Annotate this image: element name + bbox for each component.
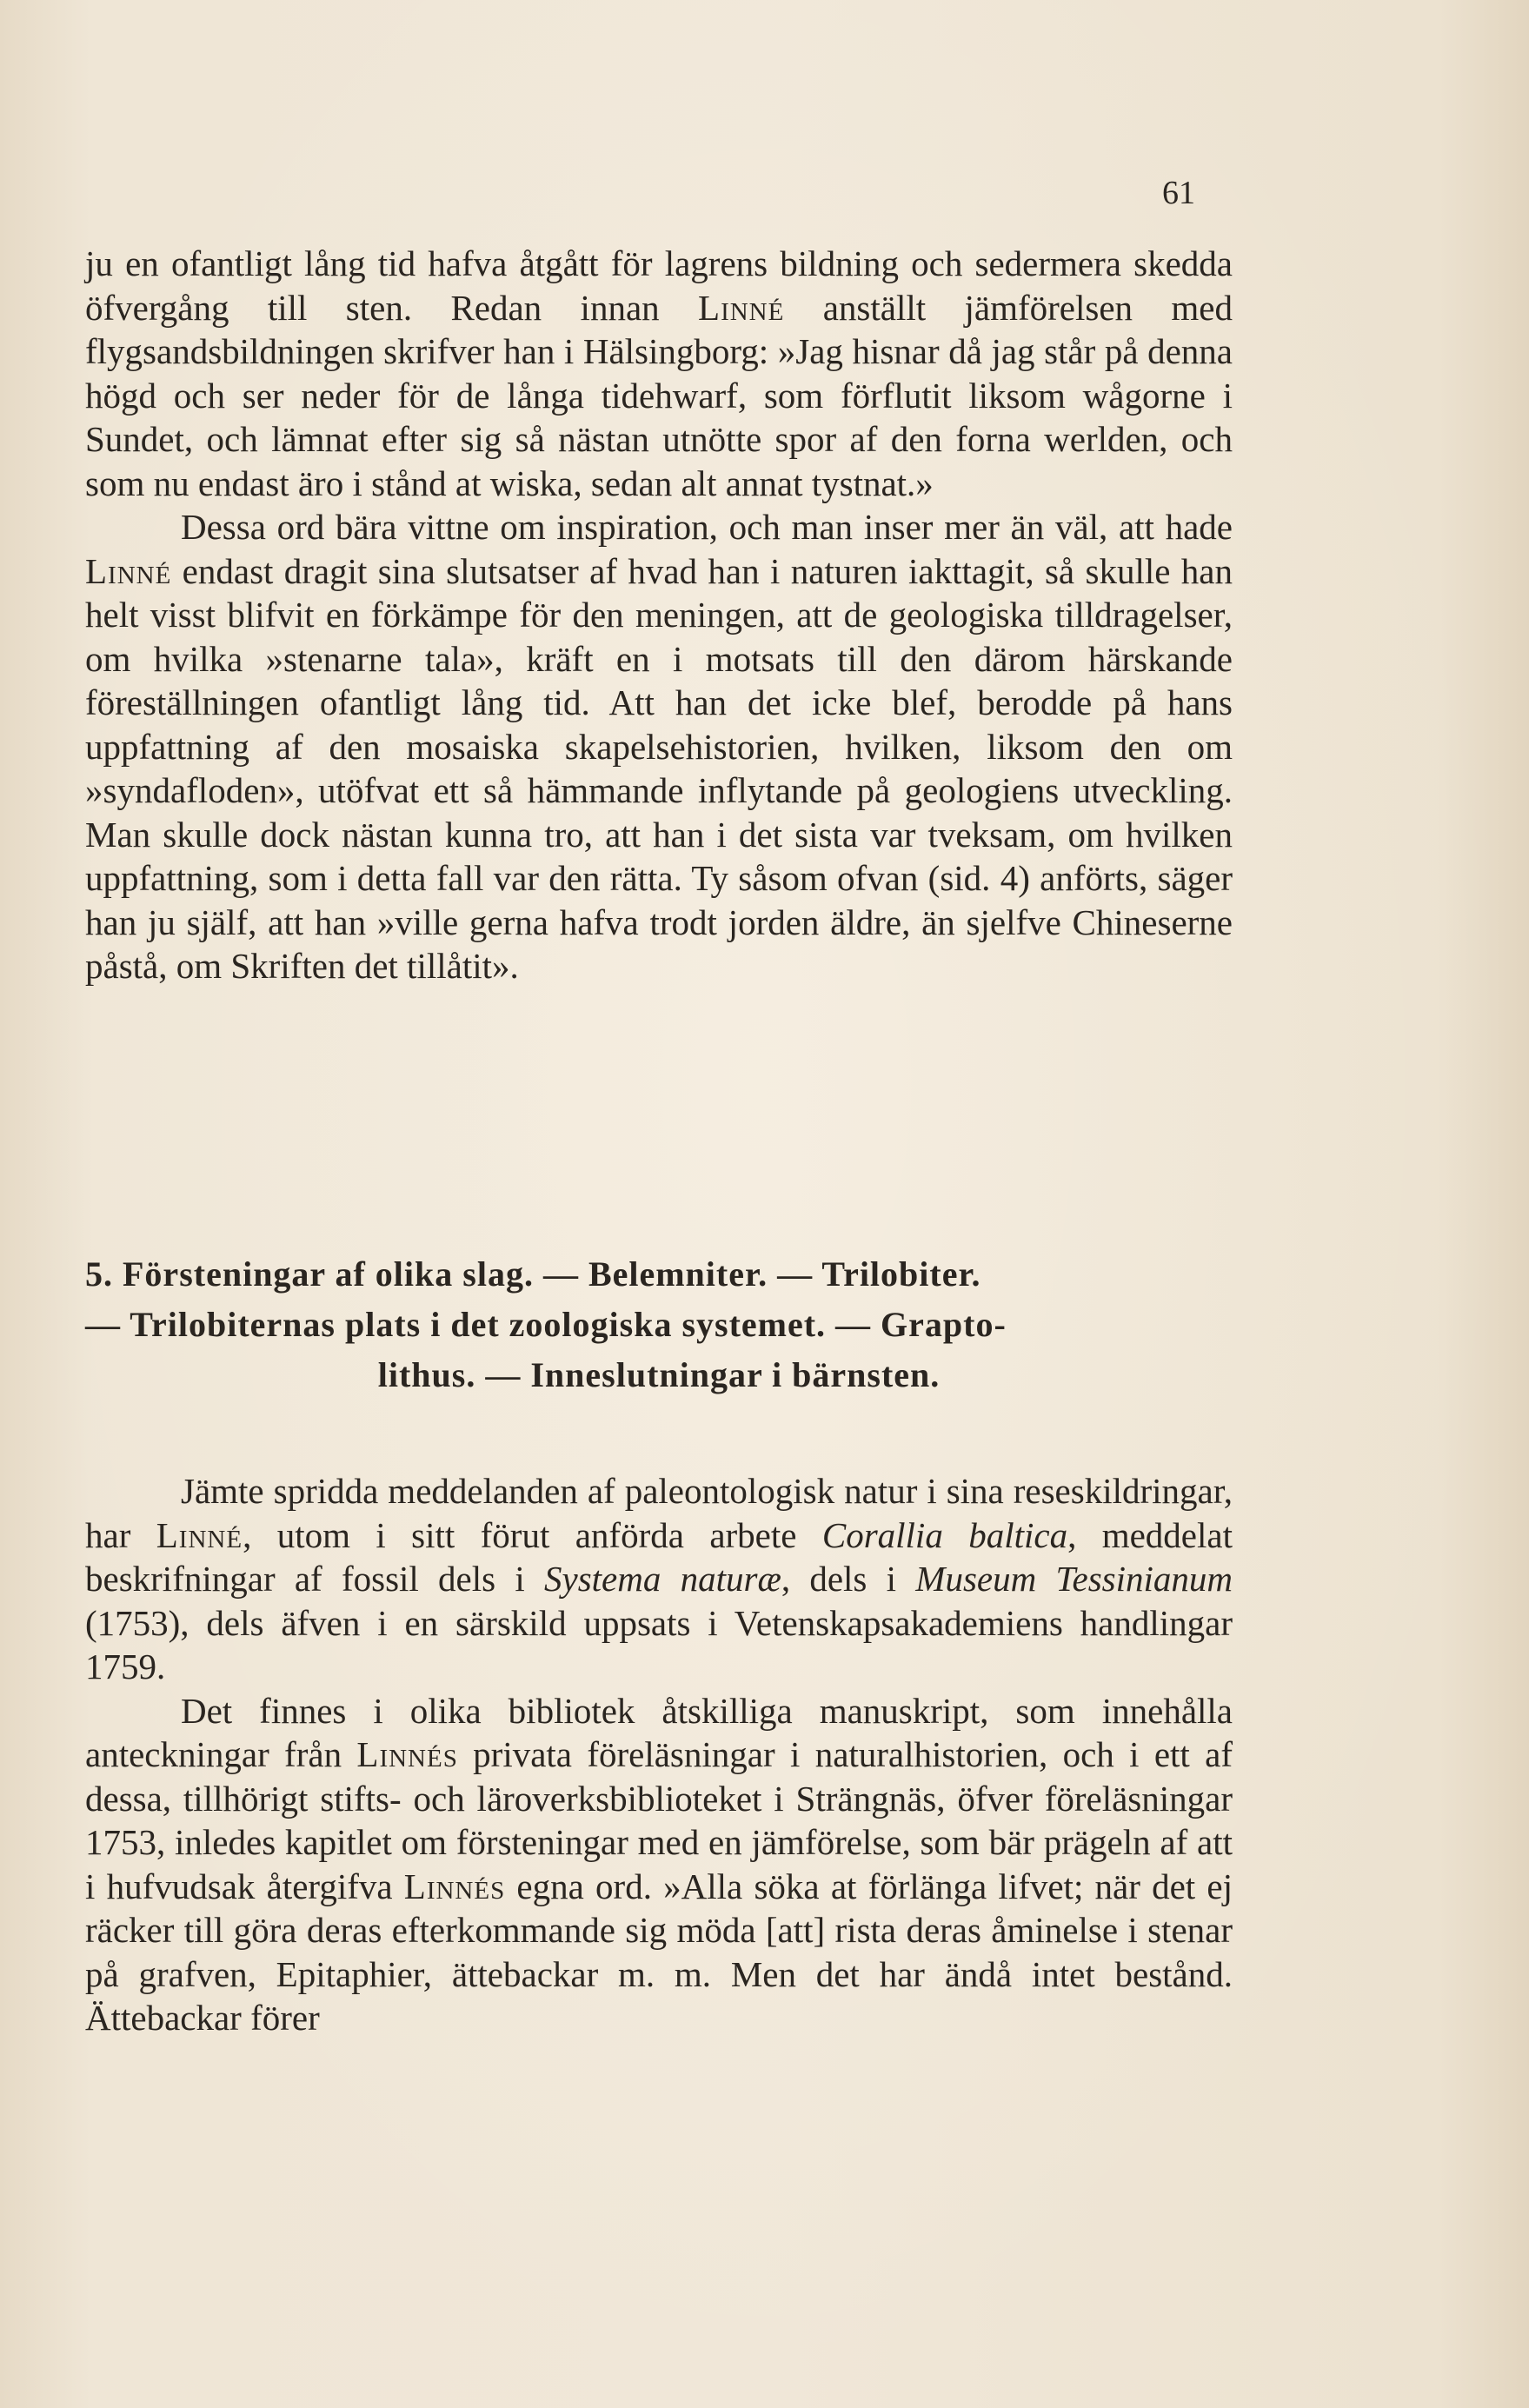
author-name: Linné	[698, 287, 785, 328]
paragraph: Dessa ord bära vittne om inspiration, och man inser mer än väl, att hade Linné endast dragit sina slutsatser af hvad han i naturen iakttagit, så skulle han helt visst blifvit en förkämpe för den meningen, att de geologiska tilldragelser, om hvilka »stenarne tala», kräft en i motsats till den därom härskande föreställningen ofantligt lång tid. Att han det icke blef, berodde på hans uppfattning af den mosaiska skapelsehistorien, hvilken, liksom den om »syndafloden», utöfvat ett så hämmande inflytande på geologiens utveckling. Man skulle dock nästan kunna tro, att han i det sista var tveksam, om hvilken uppfattning, som i detta fall var den rätta. Ty såsom ofvan (sid. 4) anförts, säger han ju själf, att han »ville gerna hafva trodt jorden äldre, än sjelfve Chineserne påstå, om Skriften det tillåtit».	[85, 507, 1233, 986]
paragraph: Jämte spridda meddelanden af paleontologisk natur i sina reseskildringar, har Linné, utom i sitt förut anförda arbete Corallia baltica, meddelat beskrifningar af fossil dels i Systema naturæ, dels i Museum Tessinianum (1753), dels äfven i en särskild uppsats i Vetenskapsakademiens handlingar 1759.	[85, 1471, 1233, 1686]
section-heading	[85, 1249, 1233, 1400]
text-block-bottom	[85, 1469, 1233, 2040]
author-name: Linné	[156, 1514, 243, 1555]
heading-line: — Trilobiternas plats i det zoologiska systemet. — Grapto-	[85, 1305, 1007, 1344]
heading-line: 5. Försteningar af olika slag. — Belemniter. — Trilobiter.	[85, 1254, 981, 1294]
paragraph: ju en ofantligt lång tid hafva åtgått för lagrens bildning och sedermera skedda öfvergång till sten. Redan innan Linné anställt jämförelsen med flygsandsbildningen skrifver han i Hälsingborg: »Jag hisnar då jag står på denna högd och ser neder för de långa tidehwarf, som förflutit liksom wågorne i Sundet, och lämnat efter sig så nästan utnötte spor af den forna werlden, och som nu endast äro i stånd at wiska, sedan alt annat tystnat.»	[85, 243, 1233, 503]
heading-line: lithus. — Inneslutningar i bärnsten.	[377, 1355, 941, 1394]
author-name: Linnés	[356, 1734, 458, 1774]
author-name: Linné	[85, 550, 172, 591]
text-block-top	[85, 242, 1233, 988]
italic-title: Museum Tessinianum	[915, 1559, 1233, 1599]
italic-title: Systema naturæ	[544, 1559, 781, 1599]
paragraph: Det finnes i olika bibliotek åtskilliga manuskript, som innehålla anteckningar från Linnés privata föreläsningar i naturalhistorien, och i ett af dessa, tillhörigt stifts- och läroverksbiblioteket i Strängnäs, öfver föreläsningar 1753, inledes kapitlet om försteningar med en jämförelse, som bär prägeln af att i hufvudsak återgifva Linnés egna ord. »Alla söka at förlänga lifvet; när det ej räcker till göra deras efterkommande sig möda [att] rista deras åminelse i stenar på grafven, Epitaphier, ättebackar m. m. Men det har ändå intet bestånd. Ättebackar förer	[85, 1690, 1233, 2038]
page-number: 61	[1162, 175, 1195, 211]
author-name: Linnés	[403, 1866, 506, 1906]
italic-title: Corallia baltica	[821, 1514, 1068, 1555]
